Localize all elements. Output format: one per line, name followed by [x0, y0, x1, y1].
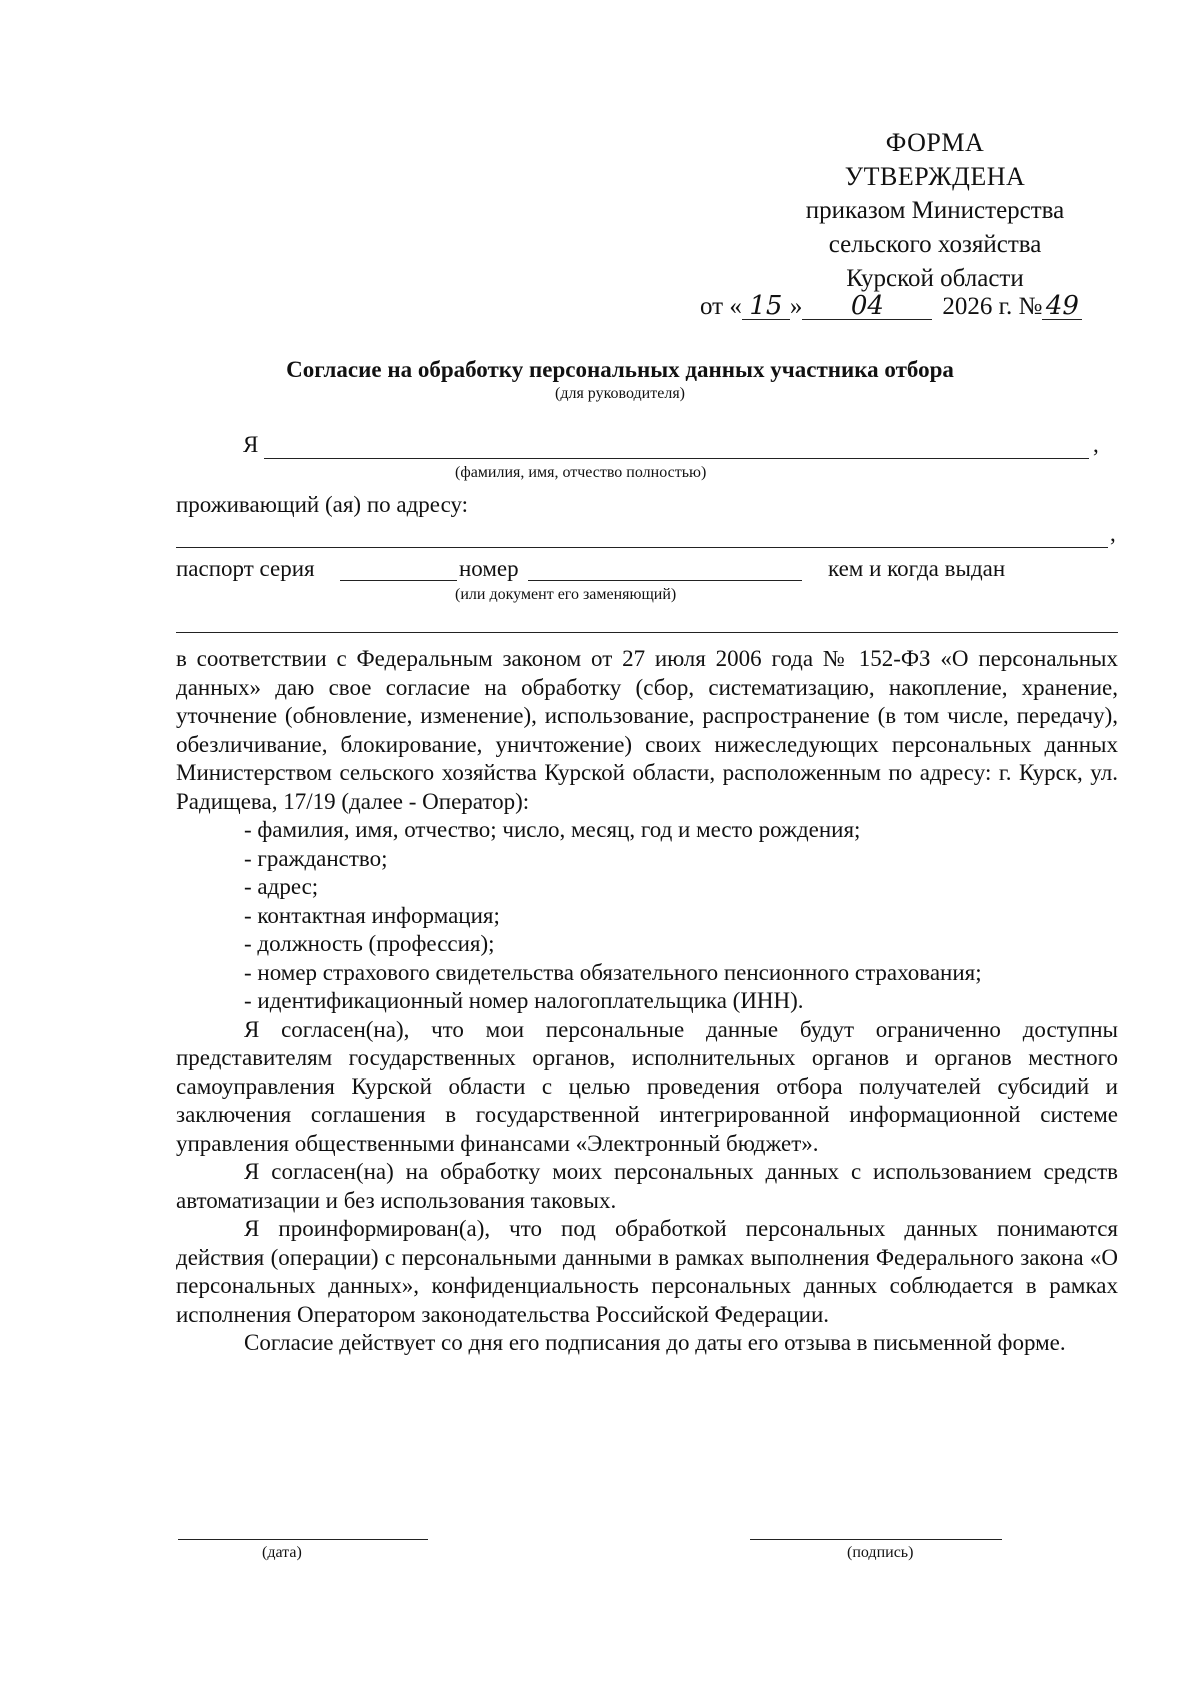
signature-line [750, 1539, 1002, 1540]
consent-paragraph-2: Я согласен(на), что мои персональные данные будут ограниченно доступны представителям государственных органов, исполнительных органов и органов местного самоуправления Курской области с целью проведения отбора получателей субсидий и заключения соглашения в государственной интегрированной информационной системе управления общественными финансами «Электронный бюджет». [176, 1016, 1118, 1156]
order-month: 04 [802, 293, 932, 320]
header-line-3: Курской области [846, 265, 1024, 292]
consent-paragraph-1: в соответствии с Федеральным законом от 27 июля 2006 года № 152-ФЗ «О персональных данных» даю свое согласие на обработку (сбор, систематизацию, накопление, хранение, уточнение (обновление, изменение), использование, распространение (в том числе, передачу), обезличивание, блокирование, уничтожение) своих нижеследующих персональных данных Министерством сельского хозяйства Курской области, расположенным по адресу: г. Курск, ул. Радищева, 17/19 (далее - Оператор): [176, 646, 1118, 814]
name-hint: (фамилия, имя, отчество полностью) [455, 464, 707, 481]
list-item: - должность (профессия); [244, 931, 495, 956]
address-fill-line [176, 547, 1108, 548]
document-subtitle: (для руководителя) [554, 385, 685, 402]
consent-paragraph-5: Согласие действует со дня его подписания до даты его отзыва в письменной форме. [244, 1330, 1066, 1355]
date-hint: (дата) [262, 1544, 302, 1561]
list-item: - идентификационный номер налогоплательщика (ИНН). [244, 988, 804, 1013]
consent-paragraph-4: Я проинформирован(а), что под обработкой персональных данных понимаются действия (операции) с персональными данными в рамках выполнения Федерального закона «О персональных данных», конфиденциальность персональных данных соблюдается в рамках исполнения Оператором законодательства Российской Федерации. [176, 1216, 1118, 1327]
issued-label: кем и когда выдан [828, 556, 1006, 581]
header-line-1: приказом Министерства [805, 197, 1065, 224]
approval-header [700, 126, 1170, 296]
list-item: - адрес; [244, 874, 319, 899]
personal-data-list [176, 816, 1118, 1016]
passport-series-line [340, 580, 457, 581]
order-number: 49 [1042, 293, 1082, 320]
passport-series-label: паспорт серия [176, 556, 315, 581]
list-item: - фамилия, имя, отчество; число, месяц, год и место рождения; [244, 817, 861, 842]
passport-number-line [528, 580, 802, 581]
consent-paragraph-3: Я согласен(на) на обработку моих персональных данных с использованием средств автоматизации и без использования таковых. [176, 1159, 1118, 1213]
form-label: ФОРМА [885, 128, 985, 157]
list-item: - гражданство; [244, 845, 388, 871]
order-year-text: 2026 г. № [942, 293, 1043, 320]
order-day: 15 [742, 293, 790, 320]
i-label: Я [243, 432, 259, 457]
consent-body [176, 645, 1118, 1358]
approved-label: УТВЕРЖДЕНА [844, 162, 1026, 191]
order-mid: » [789, 293, 803, 320]
address-comma: , [1110, 521, 1116, 546]
date-line [178, 1539, 428, 1540]
signature-hint: (подпись) [847, 1544, 914, 1561]
comma-mark: , [1093, 432, 1099, 457]
order-prefix: от « [700, 293, 742, 320]
list-item: - номер страхового свидетельства обязательного пенсионного страхования; [244, 959, 982, 985]
list-item: - контактная информация; [244, 902, 500, 928]
document-title: Согласие на обработку персональных данных участника отбора [286, 357, 954, 382]
name-fill-line [264, 458, 1089, 459]
address-label: проживающий (ая) по адресу: [176, 492, 469, 517]
order-reference [700, 293, 1082, 321]
issued-fill-line [176, 632, 1118, 633]
document-hint: (или документ его заменяющий) [455, 586, 677, 603]
passport-number-label: номер [459, 556, 519, 581]
header-line-2: сельского хозяйства [828, 231, 1042, 258]
